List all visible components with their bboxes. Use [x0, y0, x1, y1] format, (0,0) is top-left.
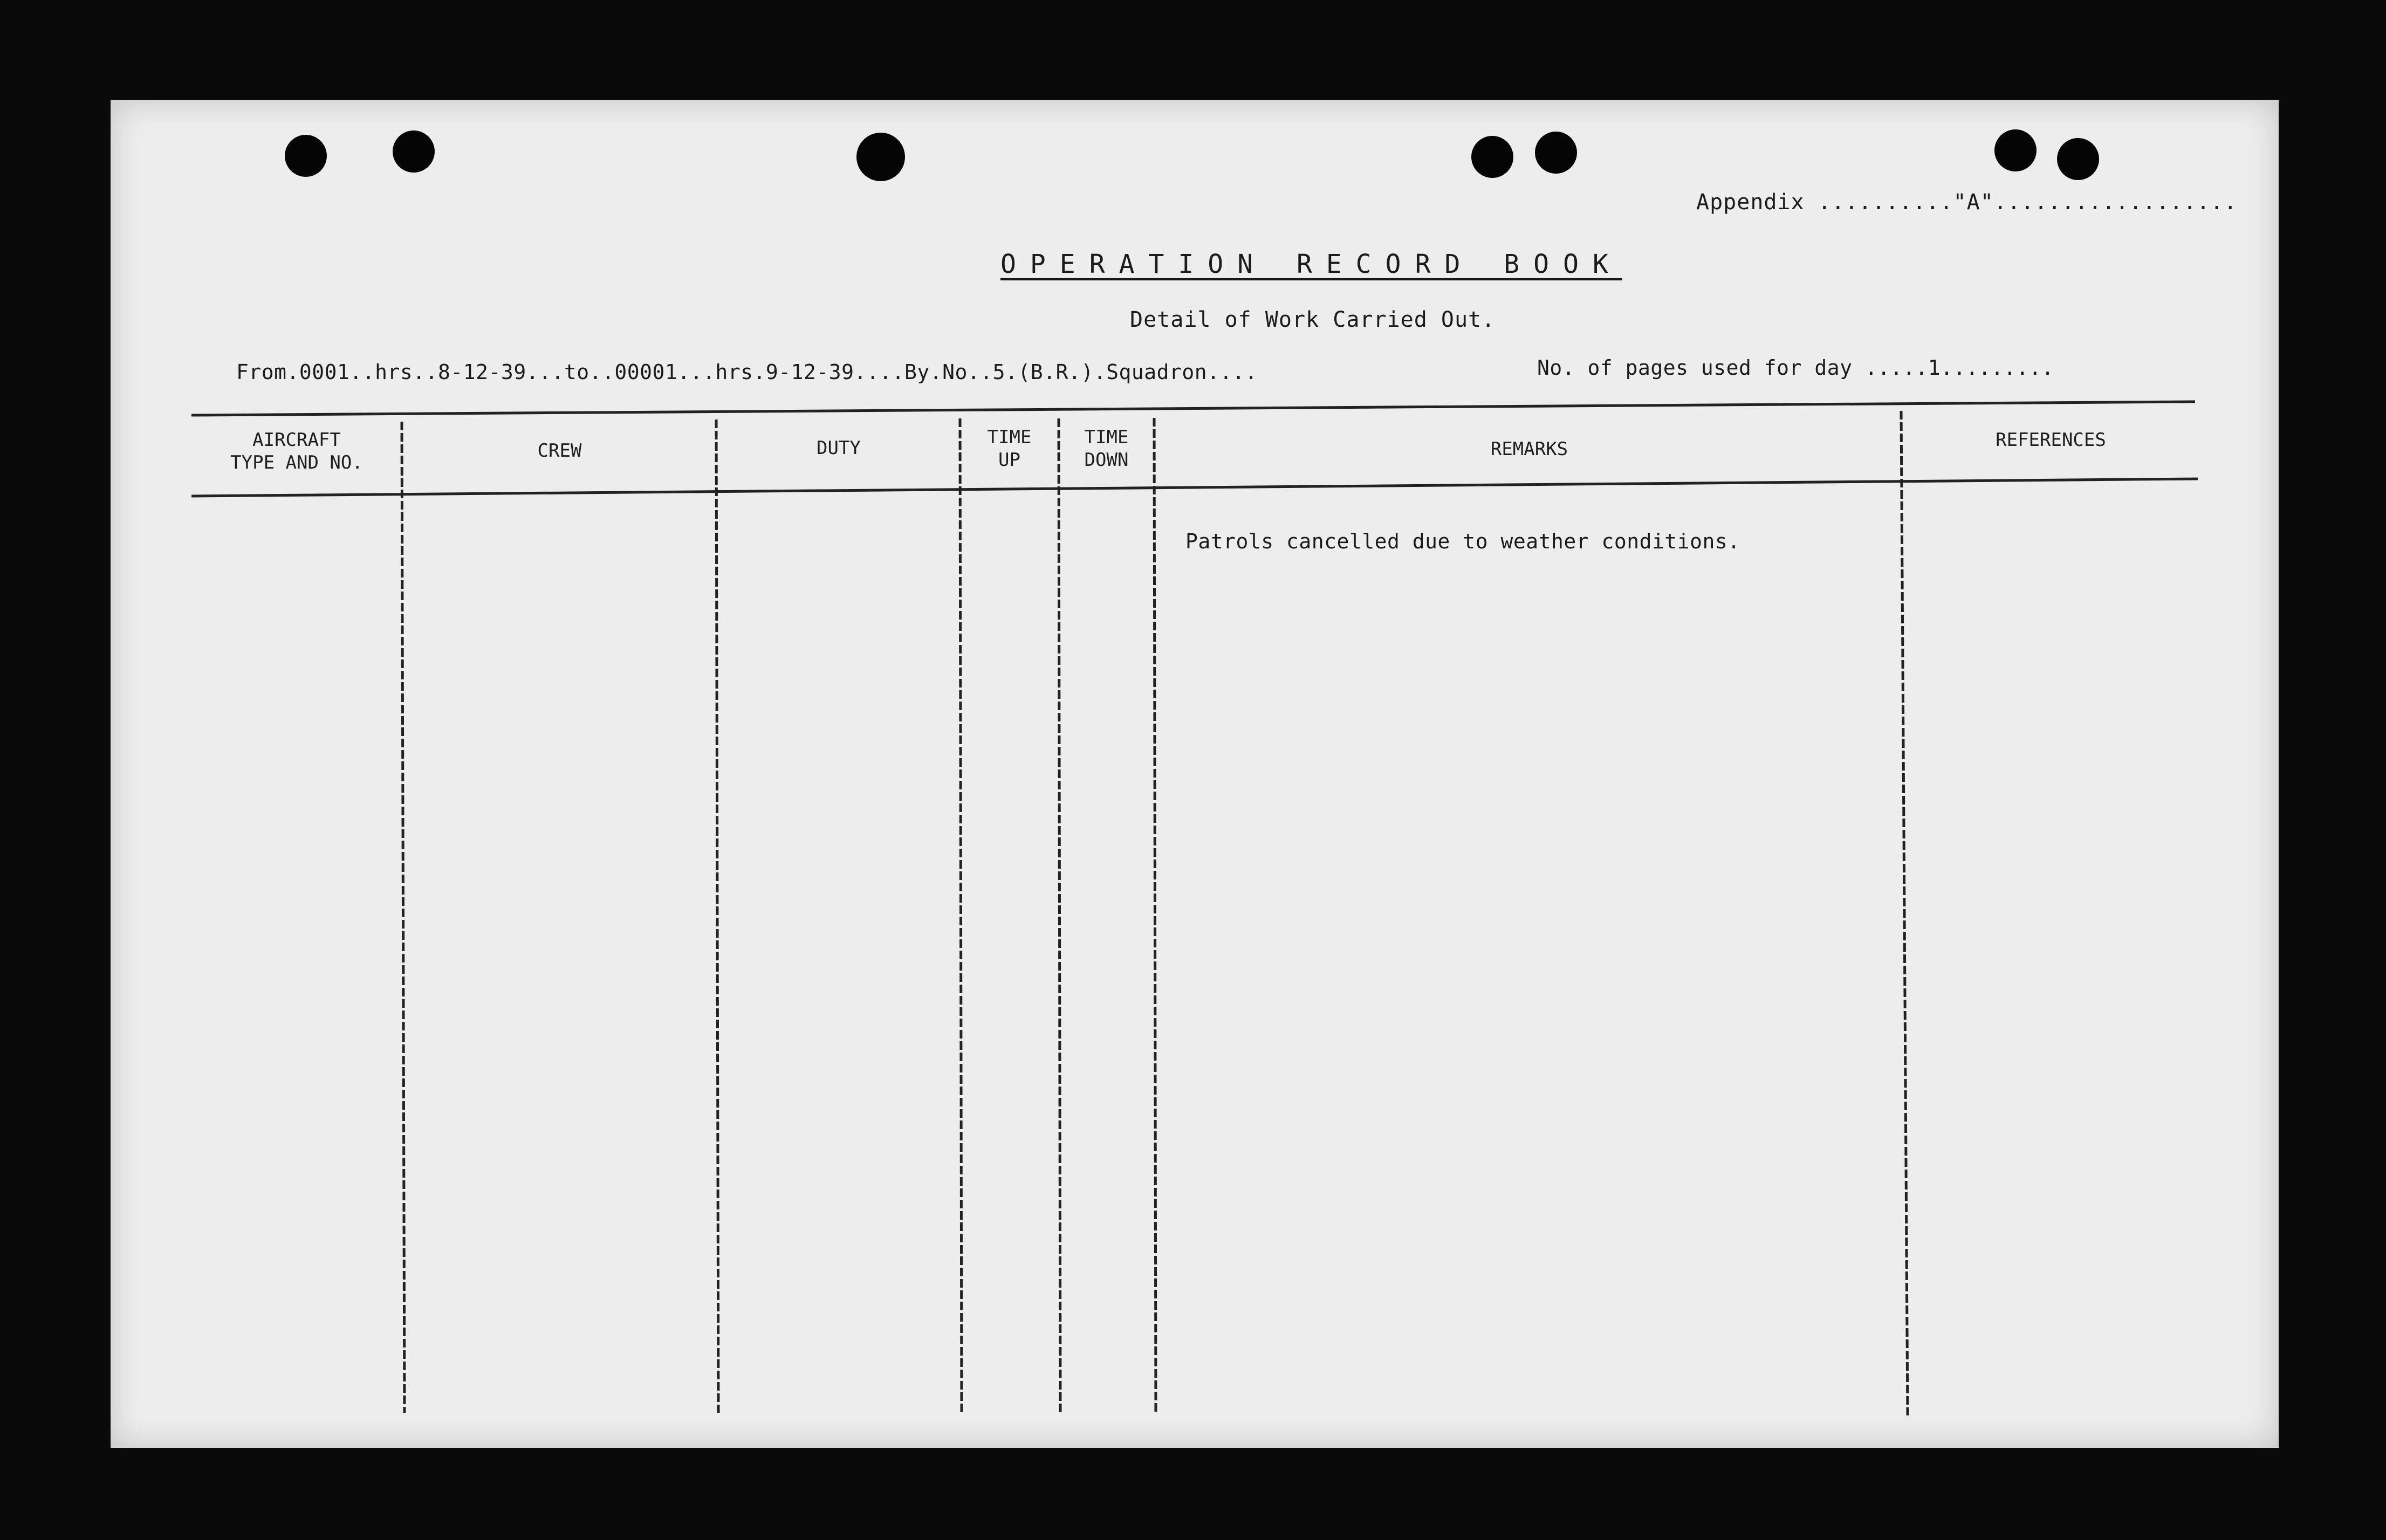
- page-title: OPERATION RECORD BOOK: [1000, 249, 1622, 279]
- appendix-reference: Appendix .........."A"..................: [1696, 190, 2238, 215]
- column-header-crew: CREW: [537, 440, 582, 462]
- period-and-unit-line: From.0001..hrs..8-12-39...to..00001...hrs.9-12-39....By.No..5.(B.R.).Squadron....: [236, 360, 1258, 384]
- remarks-entry: Patrols cancelled due to weather conditions.: [1185, 530, 1740, 553]
- page-subtitle: Detail of Work Carried Out.: [1130, 307, 1496, 332]
- column-header-references: REFERENCES: [1996, 429, 2106, 451]
- column-header-aircraft: AIRCRAFT TYPE AND NO.: [230, 429, 363, 473]
- column-header-time-down: TIME DOWN: [1084, 427, 1129, 471]
- column-header-time-up: TIME UP: [987, 427, 1032, 471]
- column-header-duty: DUTY: [817, 437, 861, 459]
- pages-used-line: No. of pages used for day .....1.........: [1537, 356, 2054, 380]
- column-header-remarks: REMARKS: [1490, 438, 1568, 460]
